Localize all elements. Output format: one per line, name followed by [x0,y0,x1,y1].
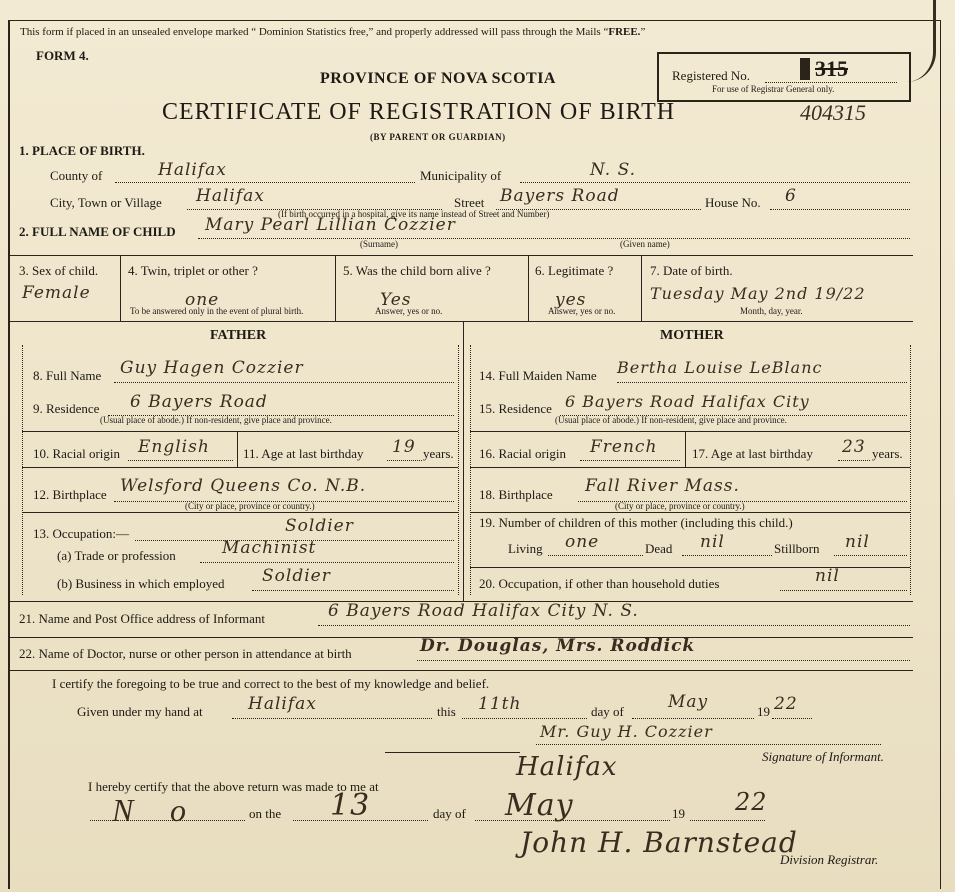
legitimate-note: Answer, yes or no. [548,306,616,316]
father-birthplace-note: (City or place, province or country.) [185,501,315,511]
sex-label: 3. Sex of child. [19,263,99,278]
mother-residence-label: 15. Residence [479,401,552,416]
sex-value: Female [22,283,91,303]
legitimate-label: 6. Legitimate ? [535,263,614,278]
dob-note: Month, day, year. [740,306,803,316]
given-month-value: May [668,692,709,712]
father-residence-label: 9. Residence [33,401,100,416]
given-year-value: 22 [774,694,798,714]
registrar-year-value: 22 [735,788,768,816]
stillborn-label: Stillborn [774,541,820,556]
twin-value: one [185,290,220,310]
mother-children-label: 19. Number of children of this mother (including this child.) [479,515,793,530]
stillborn-value: nil [845,532,870,552]
form-number: FORM 4. [36,48,89,63]
municipality-value: N. S. [590,160,637,180]
doctor-value: Dr. Douglas, Mrs. Roddick [420,636,696,656]
city-label: City, Town or Village [50,195,162,210]
mother-occupation-label: 20. Occupation, if other than household duties [479,576,720,591]
registrar-day-of-label: day of [433,806,466,821]
registered-value: 315 [815,56,848,81]
registered-ink-mark [800,58,810,80]
mother-name-value: Bertha Louise LeBlanc [617,358,823,377]
certification-statement: I certify the foregoing to be true and correct to the best of my knowledge and belief. [52,676,490,691]
business-label: (b) Business in which employed [57,576,225,591]
trade-label: (a) Trade or profession [57,548,176,563]
street-label: Street [454,195,485,210]
father-age-label: 11. Age at last birthday [243,446,364,461]
mother-age-label: 17. Age at last birthday [692,446,813,461]
trade-value: Machinist [222,538,317,558]
registrar-statement: I hereby certify that the above return was made to me at [88,779,379,794]
alive-label: 5. Was the child born alive ? [343,263,491,278]
father-occupation-label: 13. Occupation:— [33,526,130,541]
registrar-place-loop: o [170,792,186,828]
father-age-unit: years. [423,446,454,461]
given-day-value: 11th [478,694,522,714]
dead-value: nil [700,532,725,552]
mother-birthplace-note: (City or place, province or country.) [615,501,745,511]
informant-label: 21. Name and Post Office address of Informant [19,611,265,626]
registrar-day-value: 13 [330,788,371,823]
given-name-note: (Given name) [620,239,670,249]
hospital-note: (If birth occurred in a hospital, give its name instead of Street and Number) [278,209,550,219]
mother-racial-value: French [590,437,658,457]
mother-residence-note: (Usual place of abode.) If non-resident, give place and province. [555,415,787,425]
handwritten-registration-number: 404315 [800,100,866,125]
house-label: House No. [705,195,761,210]
page-title: CERTIFICATE OF REGISTRATION OF BIRTH [162,99,676,125]
father-birthplace-value: Welsford Queens Co. N.B. [120,476,367,496]
signature-of-informant-label: Signature of Informant. [762,749,884,764]
father-racial-label: 10. Racial origin [33,446,121,461]
given-year-prefix: 19 [757,704,770,719]
mother-racial-label: 16. Racial origin [479,446,567,461]
father-birthplace-label: 12. Birthplace [33,487,107,502]
this-label: this [437,704,456,719]
father-name-value: Guy Hagen Cozzier [120,358,304,378]
twin-label: 4. Twin, triplet or other ? [128,263,258,278]
registrar-mark: Halifax [516,752,618,782]
house-value: 6 [785,186,797,206]
alive-note: Answer, yes or no. [375,306,443,316]
father-age-value: 19 [392,437,416,457]
mother-birthplace-value: Fall River Mass. [585,476,740,496]
father-residence-value: 6 Bayers Road [130,392,268,412]
twin-note: To be answered only in the event of plural birth. [130,306,304,316]
dead-label: Dead [645,541,673,556]
on-the-label: on the [249,806,282,821]
given-label: Given under my hand at [77,704,203,719]
mother-birthplace-label: 18. Birthplace [479,487,553,502]
father-occupation-value: Soldier [285,516,354,536]
province-heading: PROVINCE OF NOVA SCOTIA [320,70,556,87]
city-value: Halifax [196,186,265,206]
father-heading: FATHER [210,328,267,343]
legitimate-value: yes [555,290,587,310]
mother-residence-value: 6 Bayers Road Halifax City [565,392,810,411]
living-label: Living [508,541,543,556]
dob-value: Tuesday May 2nd 19/22 [650,284,866,303]
division-registrar-label: Division Registrar. [780,852,879,867]
county-value: Halifax [158,160,227,180]
registrar-month-value: May [505,788,574,823]
mother-age-value: 23 [842,437,866,457]
county-label: County of [50,168,103,183]
father-name-label: 8. Full Name [33,368,102,383]
mother-occupation-value: nil [815,566,840,586]
given-day-of-label: day of [591,704,624,719]
registrar-use-note: For use of Registrar General only. [712,84,835,94]
informant-value: 6 Bayers Road Halifax City N. S. [328,601,639,621]
municipality-label: Municipality of [420,168,502,183]
street-value: Bayers Road [500,186,620,206]
registrar-year-prefix: 19 [672,806,685,821]
dob-label: 7. Date of birth. [650,263,733,278]
registered-label: Registered No. [672,68,750,83]
alive-value: Yes [380,290,412,310]
surname-note: (Surname) [360,239,398,249]
mother-age-unit: years. [872,446,903,461]
place-of-birth-heading: 1. PLACE OF BIRTH. [19,143,145,158]
registrar-place-mark: N [112,792,134,828]
registrar-signature: John H. Barnstead [520,826,798,859]
father-racial-value: English [138,437,210,457]
mother-heading: MOTHER [660,328,724,343]
doctor-label: 22. Name of Doctor, nurse or other person in attendance at birth [19,646,352,661]
business-value: Soldier [262,566,331,586]
mother-name-label: 14. Full Maiden Name [479,368,597,383]
informant-signature: Mr. Guy H. Cozzier [540,722,713,741]
given-place-value: Halifax [248,694,317,714]
father-residence-note: (Usual place of abode.) If non-resident, give place and province. [100,415,332,425]
envelope-notice: This form if placed in an unsealed envelope marked “ Dominion Statistics free,” and properly addressed will pass through the Mails “FREE.” [20,26,646,38]
child-name-value: Mary Pearl Lillian Cozzier [205,215,456,235]
living-value: one [565,532,600,552]
subtitle: (BY PARENT OR GUARDIAN) [370,132,506,142]
child-name-label: 2. FULL NAME OF CHILD [19,224,176,239]
